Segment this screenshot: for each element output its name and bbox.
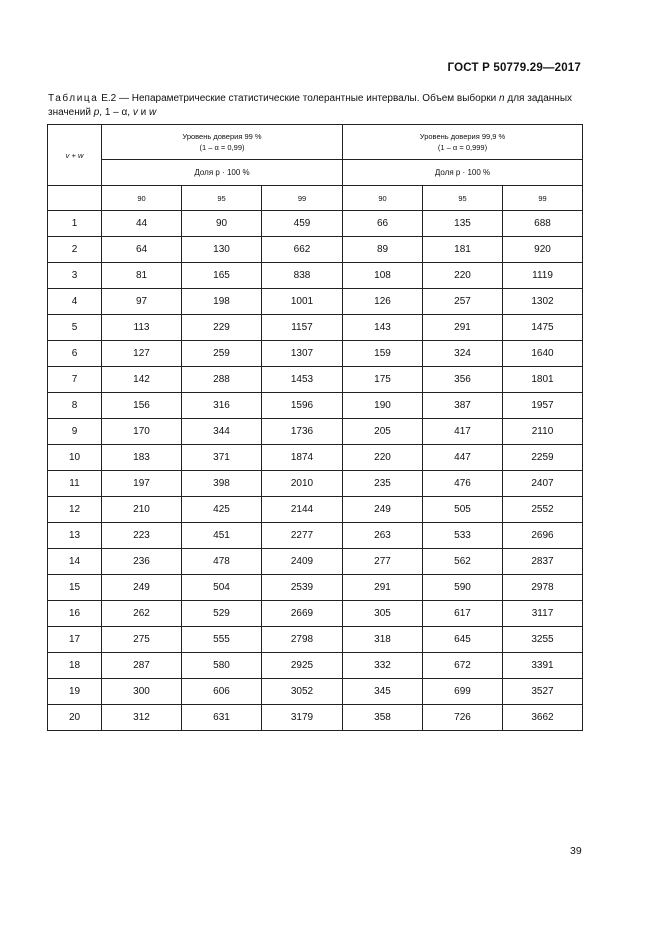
table-cell: 1119 <box>503 263 583 289</box>
table-cell: 838 <box>262 263 343 289</box>
table-row <box>48 393 583 419</box>
table-cell: 1302 <box>503 289 583 315</box>
table-row <box>48 211 583 237</box>
table-cell: 165 <box>182 263 262 289</box>
table-cell: 476 <box>423 471 503 497</box>
table-row <box>48 705 583 731</box>
table-cell: 1801 <box>503 367 583 393</box>
table-cell: 529 <box>182 601 262 627</box>
table-cell: 3527 <box>503 679 583 705</box>
table-cell: 229 <box>182 315 262 341</box>
document-code: ГОСТ Р 50779.29—2017 <box>447 62 581 74</box>
table-cell: 127 <box>102 341 182 367</box>
table-cell: 3179 <box>262 705 343 731</box>
share-value-header: 99 <box>503 186 583 211</box>
confidence-999-title: Уровень доверия 99,9 % <box>419 132 506 141</box>
table-cell: 288 <box>182 367 262 393</box>
confidence-999-subtitle: (1 – α = 0,999) <box>437 143 488 152</box>
caption-text-before: Е.2 — Непараметрические статистические толерантные интервалы. Объем выборки <box>98 93 500 104</box>
table-cell: 1157 <box>262 315 343 341</box>
table-cell: 2696 <box>503 523 583 549</box>
share-value-header: 99 <box>262 186 343 211</box>
table-cell: 1001 <box>262 289 343 315</box>
share-header-999: Доля p · 100 % <box>343 160 583 186</box>
table-row <box>48 315 583 341</box>
share-value-header: 90 <box>102 186 182 211</box>
table-cell: 478 <box>182 549 262 575</box>
caption-n-symbol: n <box>499 93 505 104</box>
table-cell: 259 <box>182 341 262 367</box>
table-cell: 1874 <box>262 445 343 471</box>
table-cell: 1453 <box>262 367 343 393</box>
table-row <box>48 627 583 653</box>
table-cell: 159 <box>343 341 423 367</box>
table-cell: 316 <box>182 393 262 419</box>
table-cell: 300 <box>102 679 182 705</box>
table-cell: 447 <box>423 445 503 471</box>
table-cell: 183 <box>102 445 182 471</box>
table-cell: 156 <box>102 393 182 419</box>
row-index-cell: 13 <box>48 523 102 549</box>
table-cell: 175 <box>343 367 423 393</box>
table-cell: 181 <box>423 237 503 263</box>
table-cell: 170 <box>102 419 182 445</box>
table-row <box>48 367 583 393</box>
caption-v-symbol: v <box>132 107 138 118</box>
table-cell: 2010 <box>262 471 343 497</box>
table-cell: 2539 <box>262 575 343 601</box>
table-cell: 249 <box>343 497 423 523</box>
table-cell: 1475 <box>503 315 583 341</box>
table-cell: 3255 <box>503 627 583 653</box>
table-cell: 606 <box>182 679 262 705</box>
table-row <box>48 419 583 445</box>
table-cell: 236 <box>102 549 182 575</box>
table-cell: 2259 <box>503 445 583 471</box>
table-cell: 662 <box>262 237 343 263</box>
table-cell: 2110 <box>503 419 583 445</box>
table-cell: 97 <box>102 289 182 315</box>
share-header-99: Доля p · 100 % <box>102 160 343 186</box>
table-cell: 44 <box>102 211 182 237</box>
table-row <box>48 497 583 523</box>
table-cell: 345 <box>343 679 423 705</box>
row-index-cell: 11 <box>48 471 102 497</box>
table-cell: 291 <box>343 575 423 601</box>
confidence-999-header <box>343 125 583 160</box>
table-cell: 2277 <box>262 523 343 549</box>
table-cell: 1596 <box>262 393 343 419</box>
table-cell: 263 <box>343 523 423 549</box>
row-index-cell: 20 <box>48 705 102 731</box>
table-cell: 672 <box>423 653 503 679</box>
confidence-99-subtitle: (1 – α = 0,99) <box>199 143 245 152</box>
table-cell: 356 <box>423 367 503 393</box>
table-body <box>48 125 583 731</box>
page-number: 39 <box>570 845 582 857</box>
row-index-cell: 18 <box>48 653 102 679</box>
table-row <box>48 289 583 315</box>
table-cell: 387 <box>423 393 503 419</box>
table-cell: 113 <box>102 315 182 341</box>
table-cell: 277 <box>343 549 423 575</box>
table-row <box>48 523 583 549</box>
table-cell: 1640 <box>503 341 583 367</box>
table-cell: 2409 <box>262 549 343 575</box>
table-cell: 699 <box>423 679 503 705</box>
table-cell: 197 <box>102 471 182 497</box>
table-cell: 398 <box>182 471 262 497</box>
table-cell: 90 <box>182 211 262 237</box>
table-cell: 2144 <box>262 497 343 523</box>
caption-p-symbol: p <box>93 107 100 118</box>
table-row <box>48 445 583 471</box>
table-row <box>48 653 583 679</box>
share-value-header: 95 <box>182 186 262 211</box>
table-cell: 332 <box>343 653 423 679</box>
table-cell: 66 <box>343 211 423 237</box>
row-index-cell: 7 <box>48 367 102 393</box>
row-index-cell: 14 <box>48 549 102 575</box>
table-cell: 631 <box>182 705 262 731</box>
table-cell: 126 <box>343 289 423 315</box>
table-cell: 371 <box>182 445 262 471</box>
table-cell: 2669 <box>262 601 343 627</box>
table-cell: 205 <box>343 419 423 445</box>
table-cell: 81 <box>102 263 182 289</box>
table-cell: 324 <box>423 341 503 367</box>
table-cell: 920 <box>503 237 583 263</box>
table-cell: 2837 <box>503 549 583 575</box>
table-cell: 210 <box>102 497 182 523</box>
table-row <box>48 575 583 601</box>
table-cell: 1736 <box>262 419 343 445</box>
header-row-confidence <box>48 125 583 160</box>
table-cell: 130 <box>182 237 262 263</box>
table-cell: 451 <box>182 523 262 549</box>
table-cell: 249 <box>102 575 182 601</box>
confidence-99-title: Уровень доверия 99 % <box>182 132 262 141</box>
row-index-cell: 16 <box>48 601 102 627</box>
table-cell: 2552 <box>503 497 583 523</box>
table-cell: 223 <box>102 523 182 549</box>
table-row <box>48 237 583 263</box>
share-value-header: 95 <box>423 186 503 211</box>
row-index-cell: 9 <box>48 419 102 445</box>
table-cell: 287 <box>102 653 182 679</box>
table-cell: 318 <box>343 627 423 653</box>
table-cell: 220 <box>343 445 423 471</box>
tolerance-table <box>47 124 583 731</box>
table-cell: 580 <box>182 653 262 679</box>
table-cell: 3662 <box>503 705 583 731</box>
table-cell: 275 <box>102 627 182 653</box>
table-cell: 2978 <box>503 575 583 601</box>
row-index-cell: 17 <box>48 627 102 653</box>
table-row <box>48 679 583 705</box>
table-cell: 688 <box>503 211 583 237</box>
table-row <box>48 601 583 627</box>
row-index-cell: 5 <box>48 315 102 341</box>
row-index-cell: 12 <box>48 497 102 523</box>
table-cell: 220 <box>423 263 503 289</box>
caption-label: Таблица <box>48 93 99 104</box>
table-cell: 235 <box>343 471 423 497</box>
table-cell: 590 <box>423 575 503 601</box>
table-cell: 425 <box>182 497 262 523</box>
table-cell: 305 <box>343 601 423 627</box>
table-cell: 459 <box>262 211 343 237</box>
table-row <box>48 549 583 575</box>
caption-text-mid2: , 1 – α, <box>99 107 133 118</box>
share-value-header: 90 <box>343 186 423 211</box>
table-cell: 645 <box>423 627 503 653</box>
table-cell: 726 <box>423 705 503 731</box>
header-row-share-values <box>48 186 583 211</box>
table-cell: 555 <box>182 627 262 653</box>
table-cell: 562 <box>423 549 503 575</box>
table-row <box>48 263 583 289</box>
table-cell: 312 <box>102 705 182 731</box>
table-cell: 1307 <box>262 341 343 367</box>
header-row-share <box>48 160 583 186</box>
table-cell: 2925 <box>262 653 343 679</box>
table-cell: 505 <box>423 497 503 523</box>
table-cell: 89 <box>343 237 423 263</box>
table-row <box>48 471 583 497</box>
table-cell: 3391 <box>503 653 583 679</box>
table-cell: 291 <box>423 315 503 341</box>
table-cell: 3117 <box>503 601 583 627</box>
share-value-blank <box>48 186 102 211</box>
table-cell: 190 <box>343 393 423 419</box>
row-index-cell: 10 <box>48 445 102 471</box>
table-cell: 2798 <box>262 627 343 653</box>
table-cell: 533 <box>423 523 503 549</box>
row-index-cell: 3 <box>48 263 102 289</box>
table-cell: 617 <box>423 601 503 627</box>
table-cell: 358 <box>343 705 423 731</box>
table-caption <box>48 92 582 120</box>
table-cell: 143 <box>343 315 423 341</box>
table-cell: 1957 <box>503 393 583 419</box>
confidence-99-header <box>102 125 343 160</box>
row-index-cell: 6 <box>48 341 102 367</box>
caption-text-mid: для заданных значений <box>48 93 573 118</box>
table-cell: 344 <box>182 419 262 445</box>
row-index-cell: 15 <box>48 575 102 601</box>
table-cell: 417 <box>423 419 503 445</box>
row-index-cell: 4 <box>48 289 102 315</box>
caption-and-word: и <box>137 107 149 118</box>
row-index-cell: 19 <box>48 679 102 705</box>
table-cell: 108 <box>343 263 423 289</box>
table-cell: 504 <box>182 575 262 601</box>
table-cell: 257 <box>423 289 503 315</box>
caption-w-symbol: w <box>149 107 157 118</box>
table-cell: 262 <box>102 601 182 627</box>
table-cell: 135 <box>423 211 503 237</box>
table-row <box>48 341 583 367</box>
row-index-cell: 8 <box>48 393 102 419</box>
corner-header: v + w <box>48 125 102 186</box>
table-cell: 198 <box>182 289 262 315</box>
table-cell: 142 <box>102 367 182 393</box>
table-cell: 2407 <box>503 471 583 497</box>
table-cell: 64 <box>102 237 182 263</box>
row-index-cell: 1 <box>48 211 102 237</box>
row-index-cell: 2 <box>48 237 102 263</box>
table-cell: 3052 <box>262 679 343 705</box>
